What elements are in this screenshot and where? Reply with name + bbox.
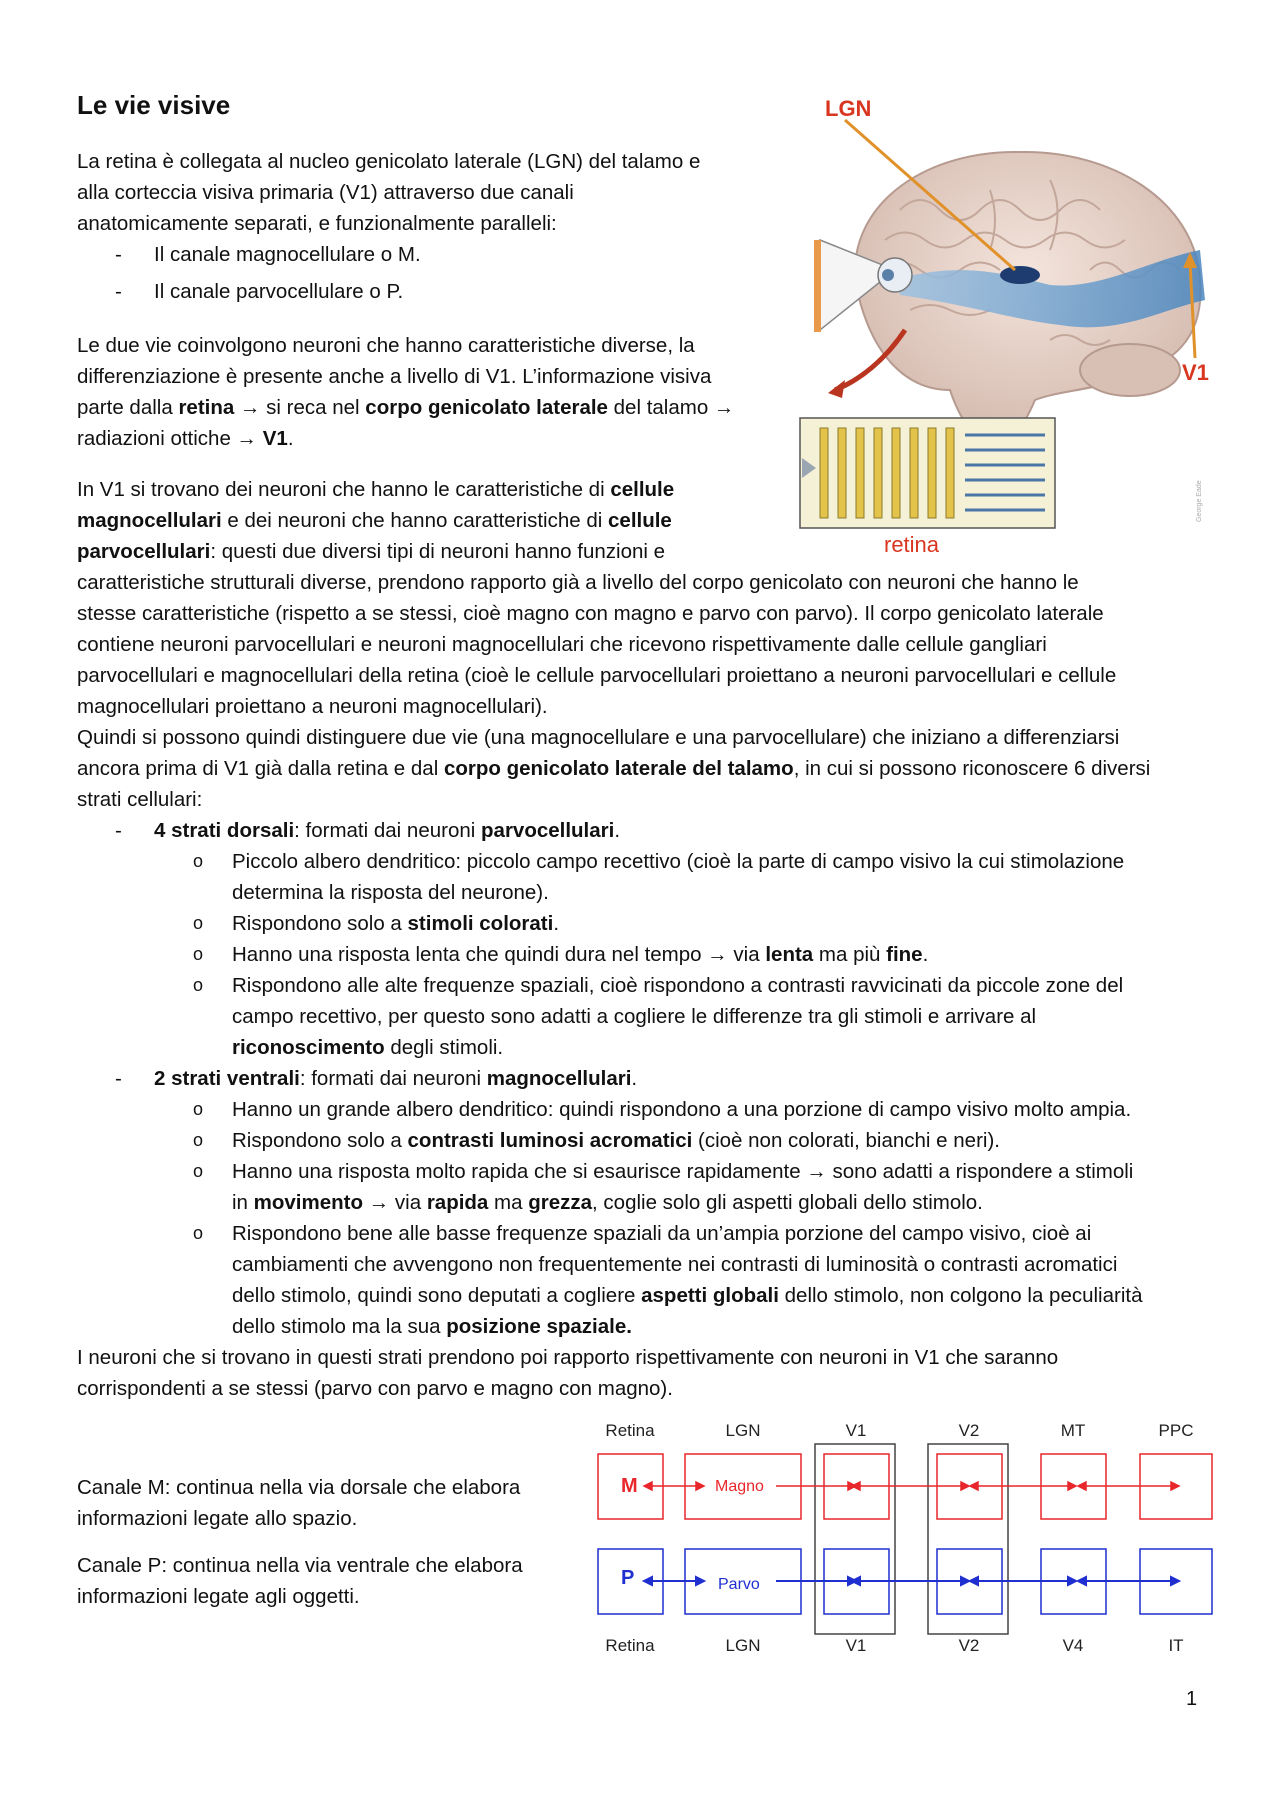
lgn-nucleus xyxy=(1000,266,1040,284)
text-line: Le due vie coinvolgono neuroni che hanno caratteristiche diverse, la xyxy=(77,334,695,357)
text-line: corrispondenti a se stessi (parvo con parvo e magno con magno). xyxy=(77,1377,673,1400)
v1-frame xyxy=(815,1444,895,1634)
text-line: alla corteccia visiva primaria (V1) attraverso due canali xyxy=(77,181,574,204)
text-line: stesse caratteristiche (rispetto a se stessi, cioè magno con magno e parvo con parvo). Il corpo genicolato laterale xyxy=(77,602,1104,625)
sub-bullet: o Hanno una risposta lenta che quindi dura nel tempo → via lenta ma più fine. xyxy=(193,943,929,966)
top-labels xyxy=(605,1421,1193,1440)
text-line: In V1 si trovano dei neuroni che hanno le caratteristiche di cellule xyxy=(77,478,675,501)
text-line: La retina è collegata al nucleo genicolato laterale (LGN) del talamo e xyxy=(77,150,701,173)
cerebellum xyxy=(1080,344,1180,396)
brain-figure xyxy=(790,90,1220,560)
column-label-top: MT xyxy=(1060,1421,1086,1440)
text-line: informazioni legate agli oggetti. xyxy=(77,1585,360,1608)
bullet-item: - Il canale magnocellulare o M. xyxy=(115,243,421,266)
visual-field-bar xyxy=(814,240,821,332)
m-label: M xyxy=(621,1475,638,1497)
text-line: I neuroni che si trovano in questi strati prendono poi rapporto rispettivamente con neuroni in V1 che saranno xyxy=(77,1346,1059,1369)
page-title: Le vie visive xyxy=(77,90,231,120)
sub-bullet: o Rispondono solo a contrasti luminosi acromatici (cioè non colorati, bianchi e neri). xyxy=(193,1129,1000,1152)
text-line: radiazioni ottiche → V1. xyxy=(77,427,294,450)
column-label-bottom: V2 xyxy=(958,1636,980,1655)
column-label-bottom: V1 xyxy=(845,1636,867,1655)
sub-bullet: o Rispondono bene alle basse frequenze spaziali da un’ampia porzione del campo visivo, cioè ai cambiamenti che avvengono non frequentemente nei contrasti di luminosità o contrasti acromatici dello stimolo, quindi sono deputati a cogliere aspetti globali dello stimolo, non colgono la peculiarità dello stimolo ma la sua posizione spaziale. xyxy=(193,1222,1143,1338)
text-line: parte dalla retina → si reca nel corpo genicolato laterale del talamo → xyxy=(77,396,735,419)
pathway-diagram xyxy=(590,1418,1220,1658)
bullet-dorsal: - 4 strati dorsali: formati dai neuroni parvocellulari. xyxy=(115,819,621,842)
sub-bullet: o Hanno una risposta molto rapida che si esaurisce rapidamente → sono adatti a rispondere a stimoli in movimento → via rapida ma grezza, coglie solo gli aspetti globali dello stimolo. xyxy=(193,1160,1134,1214)
sub-bullet: o Hanno un grande albero dendritico: quindi rispondono a una porzione di campo visivo molto ampia. xyxy=(193,1098,1132,1121)
bullet-item: - Il canale parvocellulare o P. xyxy=(115,280,404,303)
text-line: parvocellulari e magnocellulari della retina (cioè le cellule parvocellulari proiettano a neuroni parvocellulari e cellule xyxy=(77,664,1117,687)
column-label-top: V2 xyxy=(958,1421,980,1440)
column-label-bottom: V4 xyxy=(1062,1636,1084,1655)
text-line: caratteristiche strutturali diverse, prendono rapporto già a livello del corpo genicolato con neuroni che hanno le xyxy=(77,571,1079,594)
column-label-top: LGN xyxy=(725,1421,761,1440)
column-label-top: Retina xyxy=(605,1421,655,1440)
canale-m-text xyxy=(77,1472,577,1534)
sub-bullet: o Rispondono solo a stimoli colorati. xyxy=(193,912,560,935)
column-label-top: PPC xyxy=(1158,1421,1194,1440)
sub-bullet: o Piccolo albero dendritico: piccolo campo recettivo (cioè la parte di campo visivo la cui stimolazione determina la risposta del neurone). xyxy=(193,850,1125,904)
text-line: Canale P: continua nella via ventrale che elabora xyxy=(77,1554,523,1577)
paragraph-pathway xyxy=(77,330,777,454)
label-v1: V1 xyxy=(1182,360,1209,385)
text-line: magnocellulari e dei neuroni che hanno caratteristiche di cellule xyxy=(77,509,672,532)
label-retina: retina xyxy=(884,532,940,557)
p-label: P xyxy=(621,1567,635,1589)
canale-p-text xyxy=(77,1550,577,1612)
column-label-top: V1 xyxy=(845,1421,867,1440)
text-line: Canale M: continua nella via dorsale che elabora xyxy=(77,1476,521,1499)
text-line: differenziazione è presente anche a livello di V1. L’informazione visiva xyxy=(77,365,712,388)
image-credit: George Eade xyxy=(1196,480,1203,522)
text-line: Quindi si possono quindi distinguere due vie (una magnocellulare e una parvocellulare) che iniziano a differenziarsi xyxy=(77,726,1120,749)
bottom-labels xyxy=(605,1636,1183,1655)
text-line: informazioni legate allo spazio. xyxy=(77,1507,358,1530)
bullet-ventral: - 2 strati ventrali: formati dai neuroni magnocellulari. xyxy=(115,1067,638,1090)
column-label-bottom: IT xyxy=(1168,1636,1184,1655)
v2-frame xyxy=(928,1444,1008,1634)
text-line: anatomicamente separati, e funzionalmente paralleli: xyxy=(77,212,557,235)
sub-bullet: o Rispondono alle alte frequenze spaziali, cioè rispondono a contrasti ravvicinati da piccole zone del campo recettivo, per questo sono adatti a cogliere le differenze tra gli stimoli e arrivare al riconoscimento degli stimoli. xyxy=(193,974,1124,1059)
text-line: magnocellulari proiettano a neuroni magnocellulari). xyxy=(77,695,548,718)
magno-label: Magno xyxy=(715,1478,764,1495)
text-line: ancora prima di V1 già dalla retina e dal corpo genicolato laterale del talamo, in cui si possono riconoscere 6 diversi xyxy=(77,757,1151,780)
page-number: 1 xyxy=(1186,1688,1198,1710)
parvo-label: Parvo xyxy=(718,1576,760,1593)
intro-paragraph xyxy=(77,146,757,307)
text-line: parvocellulari: questi due diversi tipi di neuroni hanno funzioni e xyxy=(77,540,666,563)
paragraph-v1 xyxy=(77,474,1207,1404)
column-label-bottom: LGN xyxy=(725,1636,761,1655)
text-line: contiene neuroni parvocellulari e neuroni magnocellulari che ricevono rispettivamente dalle cellule gangliari xyxy=(77,633,1047,656)
label-lgn: LGN xyxy=(825,96,872,121)
text-line: strati cellulari: xyxy=(77,788,203,811)
column-label-bottom: Retina xyxy=(605,1636,655,1655)
